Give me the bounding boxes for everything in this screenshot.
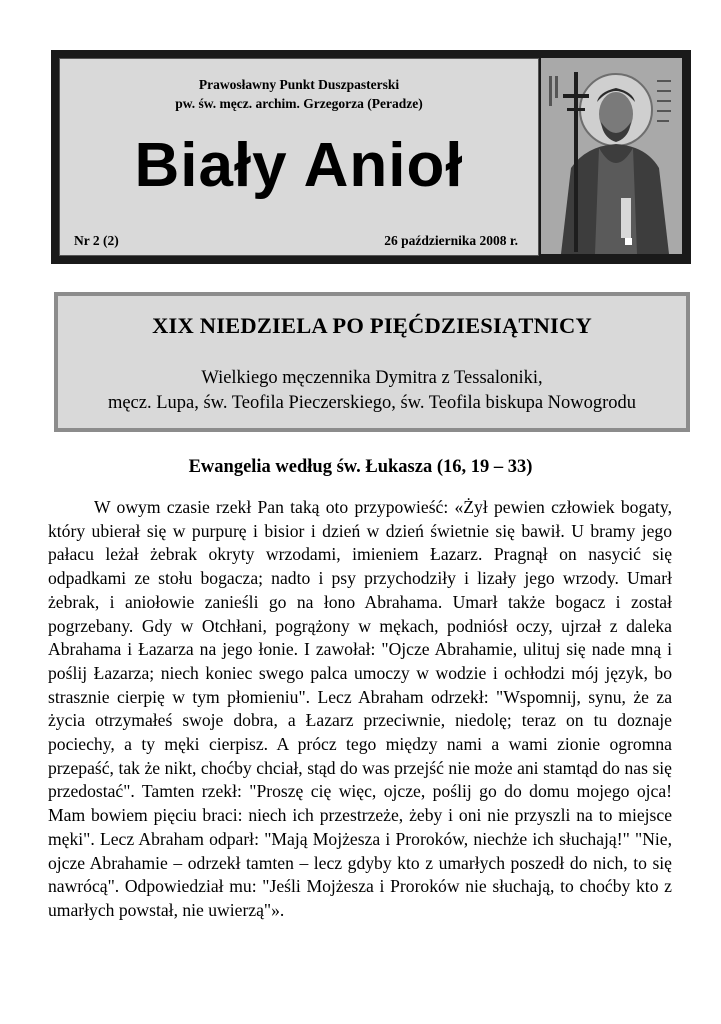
feast-box [54, 292, 690, 432]
newsletter-title: Biały Anioł [134, 131, 464, 200]
organization-patron: pw. św. męcz. archim. Grzegorza (Peradze) [175, 96, 423, 111]
feast-title: XIX NIEDZIELA PO PIĘĆDZIESIĄTNICY [152, 313, 592, 338]
feast-subtitle-line1: Wielkiego męczennika Dymitra z Tessaloniki, [201, 368, 543, 388]
gospel-heading: Ewangelia według św. Łukasza (16, 19 – 33) [188, 457, 533, 477]
masthead [51, 50, 691, 264]
saint-icon-image [541, 58, 682, 254]
masthead-title-panel [59, 58, 539, 256]
issue-number: Nr 2 (2) [74, 233, 119, 248]
feast-subtitle-line2: męcz. Lupa, św. Teofila Pieczerskiego, św. Teofila biskupa Nowogrodu [107, 393, 637, 413]
gospel-text: W owym czasie rzekł Pan taką oto przypowieść: «Żył pewien człowiek bogaty, który ubierał się w purpurę i bisior i dzień w dzień świetnie się bawił. U bramy jego pałacu leżał żebrak okryty wrzodami, imieniem Łazarz. Pragnął on nasycić się odpadkami ze stołu bogacza; nadto i psy przychodziły i lizały jego wrzody. Umarł żebrak, i aniołowie zanieśli go na łono Abrahama. Umarł także bogacz i został pogrzebany. Gdy w Otchłani, pogrążony w mękach, podniósł oczy, ujrzał z daleka Abrahama i Łazarza na jego łonie. I zawołał: "Ojcze Abrahamie, ulituj się nade mną i poślij Łazarza; niech koniec swego palca umoczy w wodzie i ochłodzi mój język, bo strasznie cierpię w tym płomieniu". Lecz Abraham odrzekł: "Wspomnij, synu, że za życia otrzymałeś swoje dobra, a Łazarz przeciwnie, niedolę; teraz on tu doznaje pociechy, a ty męki cierpisz. A prócz tego między nami a wami zionie ogromna przepaść, tak że nikt, choćby chciał, stąd do was przejść nie może ani stamtąd do nas się przedostać". Tamten rzekł: "Proszę cię więc, ojcze, poślij go do domu mojego ojca! Mam bowiem pięciu braci: niech ich przestrzeże, żeby i oni nie przyszli na to miejsce męki". Lecz Abraham odparł: "Mają Mojżesza i Proroków, niechże ich słuchają!" "Nie, ojcze Abrahamie – odrzekł tamten – lecz gdyby kto z umarłych poszedł do nich, to się nawrócą". Odpowiedział mu: "Jeśli Mojżesza i Proroków nie słuchają, to choćby kto z umarłych powstał, nie uwierzą"». [48, 497, 672, 920]
issue-date: 26 października 2008 r. [384, 233, 518, 248]
organization-name: Prawosławny Punkt Duszpasterski [198, 77, 400, 92]
